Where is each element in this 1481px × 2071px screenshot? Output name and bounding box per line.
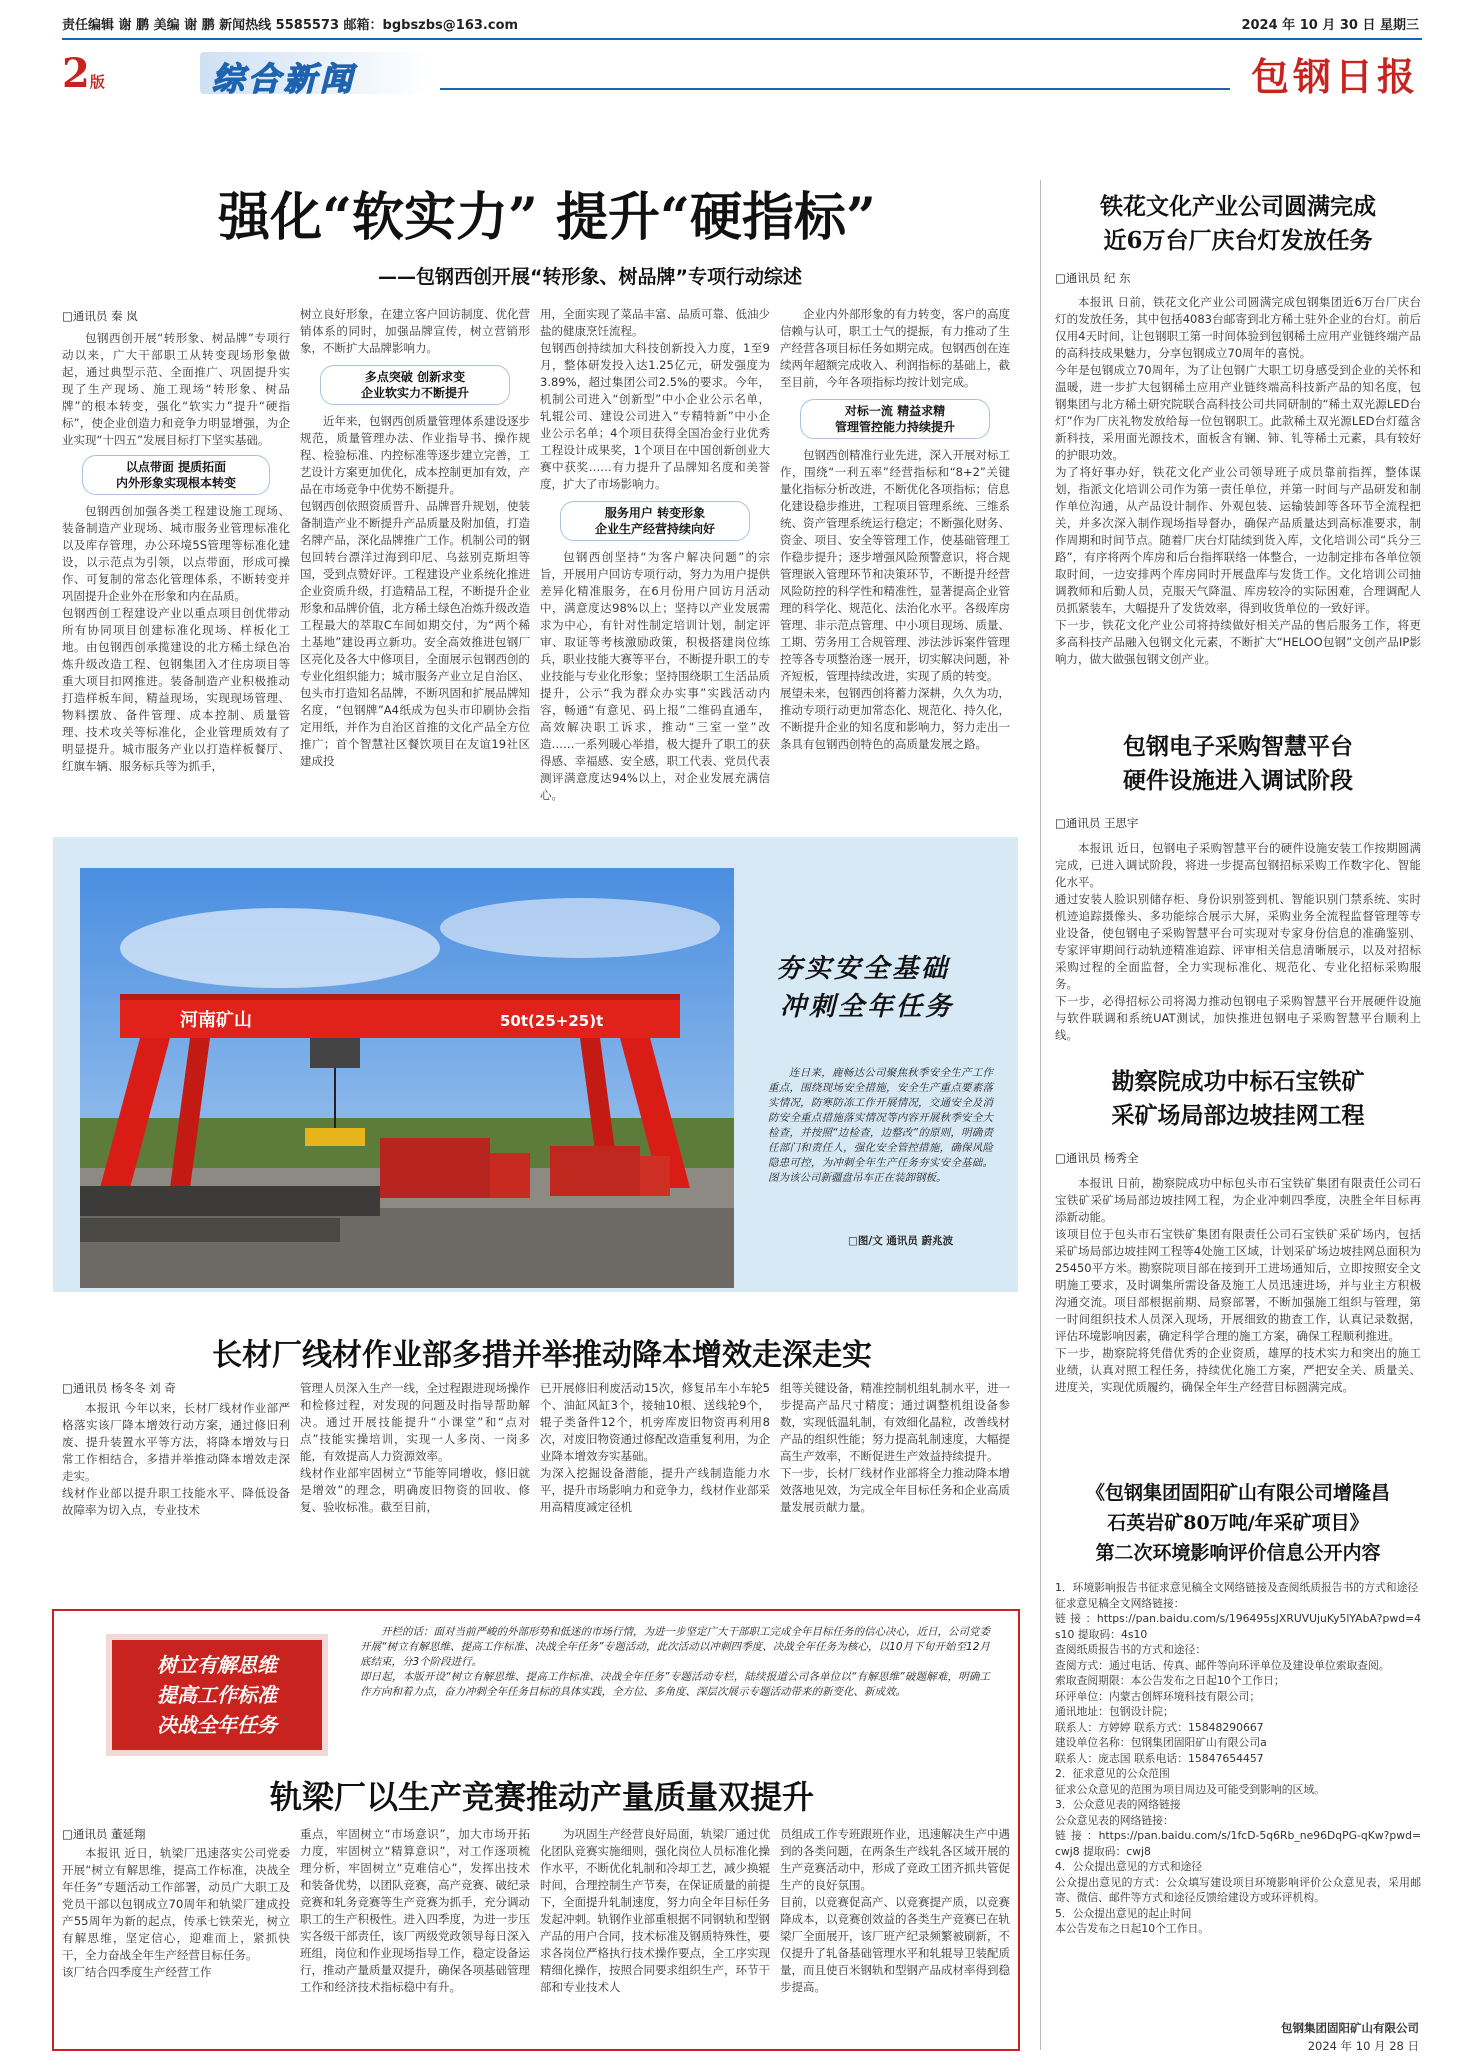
main-col-2	[300, 306, 530, 808]
right-news-1-title	[1055, 190, 1421, 258]
main-tag-3	[560, 501, 750, 541]
wire-title: 长材厂线材作业部多措并举推动降本增效走深走实	[212, 1338, 872, 1373]
special-col-3: 为巩固生产经营良好局面，轨梁厂通过优化团队竞赛实施细则，强化岗位人员标准化操作水平，不断优化轧制和冷却工艺，减少换辊时间，合理控制生产节奏，在保证质量的前提下，全面提升轧制速度，努力向全年目标任务发起冲刺。轨钢作业部重根据不同钢轨和型钢产品的用户合同，技术标准及钢质特殊性，要求各岗位严格执行技术操作要点，全工序实现精细化操作，按照合同要求组织生产，环节干部和专业技术人	[540, 1827, 770, 1994]
main-col-3-text: 用，全面实现了菜品丰富、品质可靠、低油少盐的健康烹饪流程。 包钢西创持续加大科技创新投入力度，1至9月，整体研发投入达1.25亿元，研发强度为3.89%，超过集团公司2.5%的要求。今年，机制公司进入“创新型”中小企业公示名单，轧辊公司、建设公司进入“专精特新”中小企业公示名单；4个项目获得全国冶金行业优秀工程设计成果奖，1个项目在中国创新创业大赛中获奖……有力提升了品牌知名度和美誉度，扩大了市场影响力。	[540, 307, 770, 491]
main-col-4b-text: 包钢西创精准行业先进，深入开展对标工作，围绕“一利五率”经营指标和“8+2”关键量化指标分析改进，不断优化各项指标；信息化建设稳步推进，工程项目管理系统、三维系统、资产管理系统运行稳定；不断强化财务、资金、项目、安全等管理工作，使基础管理工作稳步提升；逐步增强风险预警意识，将合规管理嵌入管理环节和决策环节，不断提升经营风险防控的科学性和精准性，显著提高企业管理的科学化、规范化、法治化水平。各级库房管理、非示范点管理、中小项目现场、质量、工期、劳务用工合规管理、涉法涉诉案件管理控等各专项整治逐一展开，切实解决问题，补齐短板，管理持续改进，实现了质的转变。 展望未来，包钢西创将蓄力深耕，久久为功，推动专项行动更加常态化、规范化、持久化，不断提升企业的知名度和影响力，努力走出一条具有包钢西创特色的高质量发展之路。	[780, 448, 1010, 751]
photo-feature-heading	[776, 950, 954, 1026]
main-subtitle: ——包钢西创开展“转形象、树品牌”专项行动综述	[378, 266, 802, 288]
main-col-4-text: 企业内外部形象的有力转变，客户的高度信赖与认可，职工士气的提振，有力推动了生产经营各项目标任务如期完成。包钢西创在连续两年超额完成收入、利润指标的基础上，截至目前，今年各项指标均按计划完成。	[780, 307, 1010, 389]
photo-title-1: 夯实安全基础	[776, 954, 951, 984]
photo-credit: □图/文 通讯员 蔚兆波	[848, 1235, 954, 1247]
section-title: 综合新闻	[212, 60, 357, 98]
right-column-divider	[1040, 180, 1041, 2050]
main-col-3b-text: 包钢西创坚持“为客户解决问题”的宗旨，开展用户回访专项行动，努力为用户提供差异化精准服务，在6月份用户回访月活动中，满意度达98%以上；坚持以产业发展需求为中心，有针对性制定培训计划，制定评审、取证等考核激励政策，积极搭建岗位练兵，职业技能大赛等平台，不断提升职工的专业技能与专业化形象；坚持围绕职工生活品质提升，公示“我为群众办实事”实践活动内容，畅通“有意见、码上报”二维码直通车，高效解决职工诉求，推动“三室一堂”改造……一系列暖心举措，极大提升了职工的获得感、幸福感、安全感，职工代表、党员代表测评满意度达94%以上，对企业发展充满信心。	[540, 550, 770, 802]
wire-col-1: 本报讯 今年以来，长材厂线材作业部严格落实该厂降本增效行动方案，通过修旧利废、提升装置水平等方法，将降本增效与日常工作相结合，多措并举推动降本增效走深走实。 线材作业部以提升职工技能水平、降低设备故障率为切入点，专业技术	[62, 1401, 290, 1517]
main-col-2-text: 树立良好形象，在建立客户回访制度、优化营销体系的同时，加强品牌宣传，树立营销形象，不断扩大品牌影响力。	[300, 307, 530, 355]
notice-date: 2024 年 10 月 28 日	[1307, 2039, 1419, 2053]
special-banner-text	[112, 1640, 322, 1740]
right-news-3-title-2: 采矿场局部边坡挂网工程	[1111, 1102, 1365, 1129]
page-number-block	[62, 50, 105, 97]
notice-signature: 包钢集团固阳矿山有限公司	[1281, 2021, 1419, 2035]
special-col-2: 重点，牢固树立“市场意识”，加大市场开拓力度，牢固树立“精算意识”，对工作逐项梳理分析，牢固树立“克难信心”，发挥出技术和装备优势，以团队竞赛，高产竞赛、破纪录竞赛和轧务竞赛等生产竞赛为抓手，充分调动职工的生产积极性。进入四季度，为进一步压实各级干部责任，该厂两级党政领导每日深入班组，岗位和作业现场指导工作，稳定设备运行，推动产量质量双提升，确保各项基础管理工作和经济技术指标稳中有升。	[300, 1827, 530, 1994]
truck-2	[550, 1146, 640, 1196]
main-col-2b-text: 近年来，包钢西创质量管理体系建设逐步规范，质量管理办法、作业指导书、操作规程、检验标准、内控标准等逐步建立完善，工艺设计方案更加优化，成本控制更加有效，产品在市场竞争中优势不断提升。 包钢西创依照资质晋升、品牌晋升规划，使装备制造产业不断提升产品质量及附加值，打造名牌产品，深化品牌推广工作。机制公司的钢包回转台漂洋过海到印尼、乌兹别克斯坦等国，受到点赞好评。工程建设产业系统化推进企业资质升级，打造精品工程，不断提升企业形象和品牌价值，北方稀土绿色冶炼升级改造工程最大的萃取C车间如期交付，为“两个稀土基地”建设再立新功。安全高效推进包钢厂区亮化及各大中修项目，全面展示包钢西创的专业化组织能力；城市服务产业立足自治区、包头市打造知名品牌，不断巩固和扩展品牌知名度，“包钢牌”A4纸成为包头市印刷协会指定用纸，并作为自治区首推的文化产品全方位推广；首个智慧社区餐饮项目在友谊19社区建成投	[300, 414, 530, 768]
notice-title-1: 《包钢集团固阳矿山有限公司增隆昌	[1085, 1482, 1390, 1504]
issue-date: 2024 年 10 月 30 日 星期三	[1241, 18, 1419, 33]
header-rule	[62, 38, 1422, 40]
section-rule	[440, 88, 1230, 90]
right-news-2-title	[1055, 730, 1421, 798]
notice-title-2: 石英岩矿80万吨/年采矿项目》	[1107, 1512, 1369, 1534]
right-news-1-title-1: 铁花文化产业公司圆满完成	[1100, 193, 1376, 220]
special-title: 轨梁厂以生产竞赛推动产量质量双提升	[269, 1778, 814, 1816]
right-news-3-body: 本报讯 日前，勘察院成功中标包头市石宝铁矿集团有限责任公司石宝铁矿采矿场局部边坡挂网工程，为企业冲刺四季度，决胜全年目标再添新动能。 该项目位于包头市石宝铁矿集团有限责任公司石宝铁矿采矿场内，包括采矿场局部边坡挂网工程等4处施工区域，计划采矿场边坡挂网总面积为25450平方米。勘察院项目部在接到开工进场通知后，立即按照安全文明施工要求，及时调集所需设备及施工人员迅速进场，并与业主方积极沟通交流。项目部根据前期、局察部署，不断加强施工组织与管理，第一时间组织技术人员深入现场，开展细致的勘查工作，认真记录数据，评估环境影响因素，确定科学合理的施工方案，确保工程顺利推进。 下一步，勘察院将凭借优秀的企业资质，雄厚的技术实力和突出的施工业绩，认真对照工程任务，持续优化施工方案，严把安全关、质量关、进度关，实现优质履约，确保全年生产经营目标圆满完成。	[1055, 1176, 1421, 1394]
right-news-2-byline: □通讯员 王思宇	[1055, 816, 1139, 830]
wire-col-4: 组等关键设备，精准控制机组轧制水平，进一步提高产品尺寸精度；通过调整机组设备参数，实现低温轧制，有效细化晶粒，改善线材产品的组织性能；努力提高轧制速度，大幅提高生产效率，不断促进生产效益持续提升。 下一步，长材厂线材作业部将全力推动降本增效落地见效，为完成全年目标任务和企业高质量发展贡献力量。	[780, 1381, 1010, 1514]
crane-photo	[80, 868, 734, 1288]
truck-1	[380, 1138, 490, 1198]
banner-line-3: 决战全年任务	[157, 1713, 277, 1737]
page-suffix: 版	[89, 73, 105, 91]
special-intro: 开栏的话：面对当前严峻的外部形势和低迷的市场行情，为进一步坚定广大干部职工完成全年目标任务的信心决心，近日，公司党委开展“树立有解思维、提高工作标准、决战全年任务”专题活动，此次活动以冲刺四季度、决战全年任务为核心，以10月下旬开始至12月底结束，分3个阶段进行。 即日起，本版开设“树立有解思维、提高工作标准、决战全年任务”专题活动专栏，陆续报道公司各单位以“有解思维”破题解难，明确工作方向和着力点，奋力冲刺全年任务目标的具体实践，全方位、多角度、深层次展示专题活动带来的新变化、新成效。	[360, 1626, 990, 1698]
crane-photo-svg	[80, 868, 734, 1288]
notice-title	[1055, 1478, 1421, 1568]
main-tag-4	[800, 399, 990, 439]
main-tag-2-text: 多点突破 创新求变 企业软实力不断提升	[320, 365, 510, 405]
editor-info: 责任编辑 谢 鹏 美编 谢 鹏 新闻热线 5585573 邮箱：bgbszbs@163.com	[62, 18, 519, 33]
section-banner	[200, 52, 440, 98]
right-news-2-title-2: 硬件设施进入调试阶段	[1123, 767, 1353, 794]
main-tag-1	[82, 455, 270, 495]
wire-col-3: 已开展修旧利废活动15次，修复吊车小车轮5个、油缸风缸3个，接轴10根、送线轮9个，辊子类备件12个，机旁库废旧物资再利用8次，对废旧物资通过修配改造重复利用，为企业降本增效夯实基础。 为深入挖掘设备潜能，提升产线制造能力水平，提升市场影响力和竞争力，线材作业部采用高精度减定径机	[540, 1381, 770, 1514]
main-col-1	[62, 330, 290, 808]
banner-line-1: 树立有解思维	[157, 1653, 277, 1677]
main-col-1b-text: 包钢西创加强各类工程建设施工现场、装备制造产业现场、城市服务业管理标准化以及库存管理，办公环境5S管理等标准化建设，以示范点为引领，以点带面，形成可操作、可复制的常态化管理体系，不断转变并巩固提升企业外在形象和内在品质。 包钢西创工程建设产业以重点项目创优带动所有协同项目创建标准化现场、样板化工地。由包钢西创承揽建设的北方稀土绿色冶炼升级改造工程、包钢集团入才住房项目等重大项目扣网推进。装备制造产业积极推动打造样板车间，精益现场，实现现场管理、物料摆放、备件管理、成本控制、质量管理、技术攻关等标准化，企业管理质效有了明显提升。城市服务产业以打造样板餐厅、红旗车辆、服务标兵等为抓手，	[62, 504, 290, 773]
main-byline: □通讯员 秦 岚	[62, 309, 138, 323]
wire-col-2: 管理人员深入生产一线，全过程跟进现场操作和检修过程，对发现的问题及时指导帮助解决。通过开展技能提升“小课堂”和“点对点”技能实操培训，实现一人多岗、一岗多能，有效提高人力资源效率。 线材作业部牢固树立“节能等同增收，修旧就是增效”的理念，明确废旧物资的回收、修复、验收标准。截至目前，	[300, 1381, 530, 1514]
notice-body: 1．环境影响报告书征求意见稿全文网络链接及查阅纸质报告书的方式和途径 征求意见稿全文网络链接： 链 接 ：https://pan.baidu.com/s/196495sJXRUVUjuKy5lYAbA?pwd=4s10 提取码：4s10 查阅纸质报告书的方式和途径： 查阅方式：通过电话、传真、邮件等向环评单位及建设单位索取查阅。 索取查阅期限：本公告发布之日起10个工作日； 环评单位：内蒙古创辉环境科技有限公司； 通讯地址：包钢设计院； 联系人：方婷婷 联系方式：15848290667 建设单位名称：包钢集团固阳矿山有限公司a 联系人：庞志国 联系电话：15847654457 2．征求意见的公众范围 征求公众意见的范围为项目周边及可能受到影响的区域。 3．公众意见表的网络链接 公众意见表的网络链接： 链 接 ：https://pan.baidu.com/s/1fcD-5q6Rb_ne96DqPG-qKw?pwd=cwj8 提取码：cwj8 4．公众提出意见的方式和途径 公众提出意见的方式：公众填写建设项目环境影响评价公众意见表，采用邮寄、微信、邮件等方式和途径反馈给建设方或环评机构。 5．公众提出意见的起止时间 本公告发布之日起10个工作日。	[1055, 1581, 1421, 1935]
right-news-2-title-1: 包钢电子采购智慧平台	[1123, 733, 1353, 760]
notice-title-3: 第二次环境影响评价信息公开内容	[1095, 1542, 1381, 1564]
main-col-3	[540, 306, 770, 808]
right-news-3-byline: □通讯员 杨秀全	[1055, 1151, 1139, 1165]
crane-spec: 50t(25+25)t	[500, 1012, 604, 1030]
special-byline: □通讯员 董延翔	[62, 1827, 146, 1841]
crane-label: 河南矿山	[180, 1010, 252, 1031]
wire-byline: □通讯员 杨冬冬 刘 奇	[62, 1381, 176, 1395]
right-news-1-body: 本报讯 日前，铁花文化产业公司圆满完成包钢集团近6万台厂庆台灯的发放任务，其中包括4083台邮寄到北方稀土驻外企业的台灯。前后仅用4天时间，让包钢职工第一时间体验到包钢稀土应用产业链终端产品的高科技成果魅力，分享包钢成立70周年的喜悦。 今年是包钢成立70周年，为了让包钢广大职工切身感受到企业的关怀和温暖，进一步扩大包钢稀土应用产业链终端高科技新产品的知名度，包钢集团与北方稀土研究院联合高科技公司共同研制的“稀土双光源LED台灯”作为厂庆礼物发放给每一位包钢职工。此款稀土双光源LED台灯蕴含新科技，采用面光源技术，面板含有镧、铈、钆等稀土元素，具有较好的护眼功效。 为了将好事办好，铁花文化产业公司领导班子成员靠前指挥，整体谋划，指派文化培训公司作为第一责任单位，并第一时间与产品研发和制作单位沟通，从产品设计制作、外观包装、运输装卸等各环节全流程把关，并多次深入制作现场指导督办，确保产品质量达到高标准要求，制作周期和时间节点。随着厂庆台灯陆续到货入库，文化培训公司“兵分三路”，有序将两个库房和后台指挥联络一体整合，一边制定排布各单位领取时间，一边安排两个库房同时开展盘库与发货工作。文化培训公司抽调教师和后勤人员，克服天气降温、库房较冷的实际困难，合理调配人员抓紧装车，大幅提升了发货效率，得到收货单位的一致好评。 下一步，铁花文化产业公司将持续做好相关产品的售后服务工作，将更多高科技产品融入包钢文化元素，不断扩大“HELOO包钢”文创产品IP影响力，做大做强包钢文创产业。	[1055, 295, 1421, 666]
main-title: 强化“软实力” 提升“硬指标”	[218, 187, 876, 248]
main-tag-3-text: 服务用户 转变形象 企业生产经营持续向好	[560, 501, 750, 541]
right-news-3-title-1: 勘察院成功中标石宝铁矿	[1111, 1068, 1365, 1095]
right-news-1-title-2: 近6万台厂庆台灯发放任务	[1103, 227, 1373, 254]
main-tag-4-text: 对标一流 精益求精 管理管控能力持续提升	[800, 399, 990, 439]
main-col-1-text: 包钢西创开展“转形象、树品牌”专项行动以来，广大干部职工从转变现场形象做起，通过典型示范、全面推广、巩固提升实现了生产现场、施工现场“转形象、树品牌”的根本转变，强化“软实力”提升“硬指标”，使企业创造力和竞争力明显增强，为企业实现“十四五”发展目标打下坚实基础。	[62, 331, 290, 447]
main-col-4	[780, 306, 1010, 808]
main-tag-1-text: 以点带面 提质拓面 内外形象实现根本转变	[82, 455, 270, 495]
special-col-4: 员组成工作专班跟班作业，迅速解决生产中遇到的各类问题，在两条生产线轧各区域开展的生产竞赛活动中，形成了竞政工团齐抓共管促生产的良好氛围。 目前，以竞赛促高产、以竞赛提产质，以竞赛降成本，以竞赛创效益的各类生产竞赛已在轨梁厂全面展开，该厂班产纪录频繁被刷新，不仅提升了轧备基础管理水平和轧辊导卫装配质量，而且使百米钢轨和型钢产品成材率得到稳步提高。	[780, 1827, 1010, 1994]
banner-line-2: 提高工作标准	[157, 1683, 277, 1707]
main-tag-2	[320, 365, 510, 405]
newspaper-logo: 包钢日报	[1250, 54, 1419, 99]
page-number: 2	[62, 50, 90, 97]
special-banner	[112, 1640, 322, 1750]
right-news-3-title	[1055, 1065, 1421, 1133]
photo-caption: 连日来，鹿畅达公司聚焦秋季安全生产工作重点，围绕现场安全措施，安全生产重点要素落实情况，防寒防冻工作开展情况，交通安全及消防安全重点措施落实情况等内容开展秋季安全大检查，并按照“边检查，边整改”的原则，明确责任部门和责任人，强化安全管控措施，确保风险隐患可控，为冲刺全年生产任务夯实安全基础。图为该公司新疆盘吊车正在装卸钢板。	[768, 1067, 993, 1184]
special-col-1: 本报讯 近日，轨梁厂迅速落实公司党委开展“树立有解思维，提高工作标准，决战全年任务”专题活动工作部署，动员广大职工及党员干部以包钢成立70周年和轨梁厂建成投产55周年为新的起点，传承七铁荣光，树立有解思维，坚定信心，迎难而上，紧抓快干，全力奋战全年生产经营目标任务。 该厂结合四季度生产经营工作	[62, 1846, 290, 1979]
right-news-2-body: 本报讯 近日，包钢电子采购智慧平台的硬件设施安装工作按期圆满完成，已进入调试阶段，将进一步提高包钢招标采购工作数字化、智能化水平。 通过安装人脸识别储存柜、身份识别签到机、智能识别门禁系统、实时机迹追踪摄像头、多功能综合展示大屏，采购业务全流程监督管理等专业设备，使包钢电子采购智慧平台可实现对专家身份信息的准确鉴别、专家评审期间行动轨迹精准追踪、评审相关信息清晰展示，以及对招标采购过程的全面监督，全力实现标准化、规范化、专业化招标采购服务。 下一步，必得招标公司将渴力推动包钢电子采购智慧平台开展硬件设施与软件联调和系统UAT测试，加快推进包钢电子采购智慧平台顺利上线。	[1055, 841, 1421, 1042]
photo-title-2: 冲刺全年任务	[780, 992, 955, 1022]
right-news-1-byline: □通讯员 纪 东	[1055, 271, 1131, 285]
